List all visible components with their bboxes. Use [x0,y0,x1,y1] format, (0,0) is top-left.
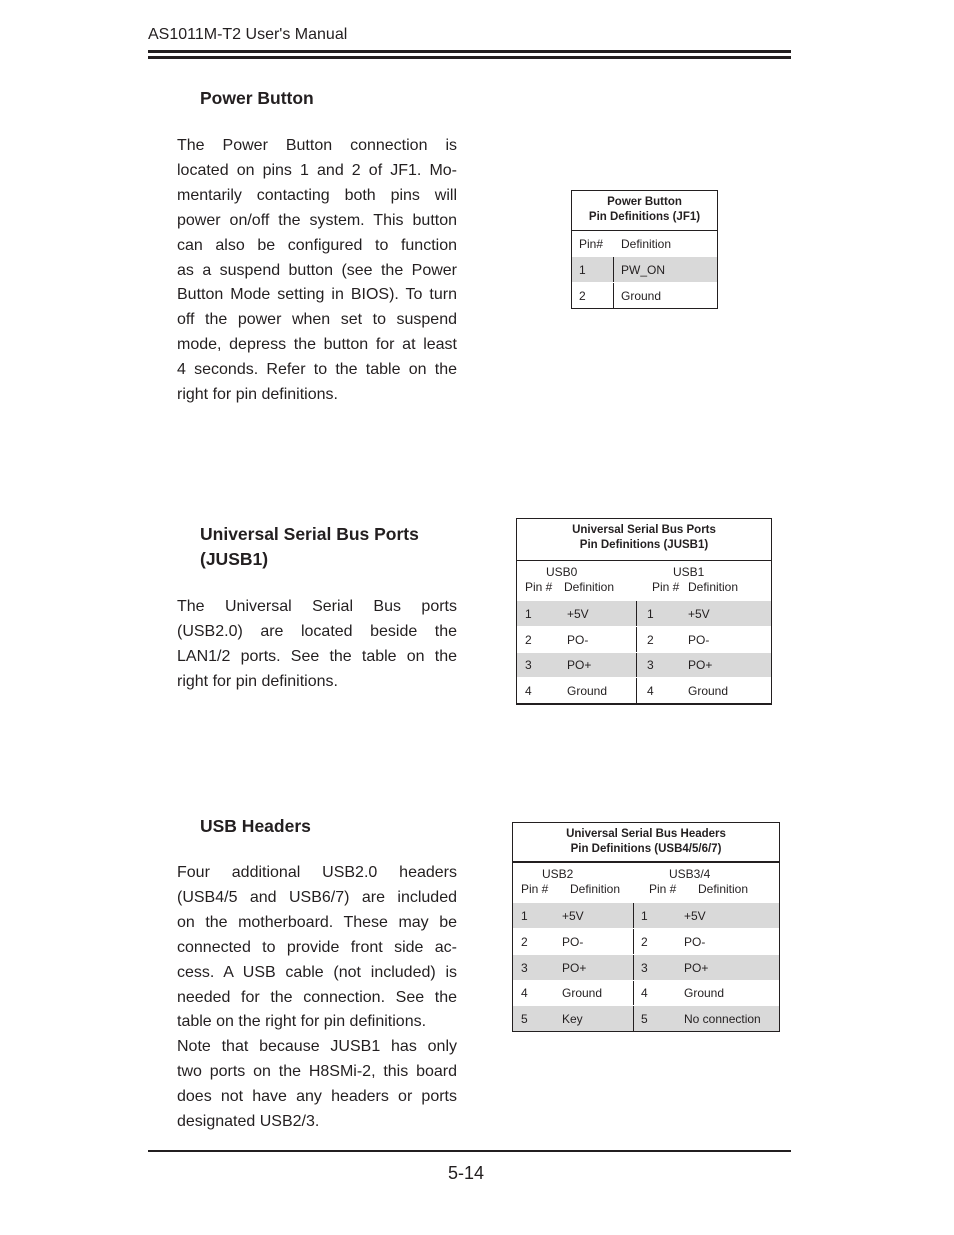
table-row [513,929,779,955]
usb-headers-pin-table [512,822,780,1032]
table-title [572,191,717,231]
text-line: mode, depress the button for at least [177,336,457,354]
header-rule [148,50,791,53]
text-line: off the power when set to suspend [177,311,457,329]
column-divider [636,601,637,626]
column-divider [633,903,634,928]
text-line: 4 seconds. Refer to the table on the [177,361,457,379]
pin-definition: PO- [567,632,589,647]
pin-number: 4 [641,986,648,1000]
pin-definition: PO- [684,934,706,949]
column-header-pin: Pin # [525,580,553,594]
table-row [572,257,717,283]
pin-number: 1 [579,262,586,277]
column-divider [633,955,634,980]
group-label-right: USB3/4 [669,867,711,881]
table-row [517,627,771,653]
text-line: The Power Button connection is [177,137,457,154]
table-row [513,1006,779,1031]
section-heading-usb-ports [200,522,419,572]
table-title-line: Universal Serial Bus Headers [566,828,726,840]
column-divider [633,981,634,1005]
pin-number: 1 [641,908,648,923]
table-title-line: Pin Definitions (USB4/5/6/7) [570,843,722,855]
column-divider [636,627,637,652]
column-divider [633,929,634,954]
group-label-right: USB1 [673,565,705,579]
manual-title: AS1011M-T2 User's Manual [148,26,348,43]
pin-number: 2 [647,632,654,647]
pin-number: 5 [641,1011,648,1026]
group-label-left: USB2 [542,867,574,881]
pin-definition: PW_ON [621,262,666,277]
usb-headers-description [177,861,457,1135]
pin-definition: No connection [684,1011,761,1026]
text-line: Note that because JUSB1 has only [177,1038,457,1056]
table-header-row [513,863,779,903]
column-header-definition: Definition [570,882,621,896]
text-line: mentarily contacting both pins will [177,186,457,204]
pin-number: 4 [521,986,528,1000]
column-header-definition: Definition [698,882,749,896]
heading-line: (JUSB1) [200,549,269,569]
table-row [513,903,779,929]
section-heading-power-button: Power Button [200,88,314,108]
group-label-left: USB0 [546,565,578,579]
table-row [513,981,779,1006]
text-line: designated USB2/3. [177,1113,320,1131]
column-header-definition: Definition [564,580,615,594]
pin-definition: PO- [688,632,710,647]
pin-definition: Ground [567,683,608,698]
pin-number: 2 [521,934,528,949]
pin-definition: PO+ [562,960,587,975]
table-row [572,283,717,308]
column-header-pin: Pin # [649,882,677,896]
pin-number: 2 [525,632,532,647]
pin-number: 1 [521,908,528,923]
column-divider [613,257,614,282]
pin-definition: +5V [688,606,710,621]
power-button-description [177,134,457,408]
text-line: (USB4/5 and USB6/7) are included [177,888,457,906]
pin-definition: Ground [562,986,603,1000]
text-line: needed for the connection. See the [177,988,457,1006]
table-row [517,653,771,678]
table-title-line: Pin Definitions (JUSB1) [579,539,709,551]
pin-definition: Ground [621,288,662,303]
pin-number: 4 [525,683,532,698]
pin-definition: +5V [567,606,589,621]
usb-ports-description [177,595,457,695]
pin-number: 3 [521,960,528,975]
column-header-definition: Definition [621,237,672,251]
page-number: 5-14 [448,1163,485,1183]
table-row [517,601,771,627]
table-title-line: Universal Serial Bus Ports [572,524,716,536]
pin-number: 2 [579,288,586,303]
text-line: as a suspend button (see the Power [177,261,457,279]
text-line: on the motherboard. These may be [177,913,457,931]
text-line: Button Mode setting in BIOS). To turn [177,286,457,304]
pin-definition: PO+ [684,960,709,975]
text-line: power on/off the system. This button [177,211,457,229]
table-header-row [517,561,771,601]
header-rule-secondary [148,56,791,59]
pin-number: 3 [641,960,648,975]
column-header-pin: Pin # [521,882,549,896]
pin-definition: Key [562,1011,583,1026]
pin-number: 3 [647,658,654,672]
text-line: (USB2.0) are located beside the [177,622,457,640]
text-line: Four additional USB2.0 headers [177,864,457,881]
text-line: located on pins 1 and 2 of JF1. Mo- [177,161,457,179]
pin-definition: PO+ [688,658,713,672]
text-line: connected to provide front side ac- [177,938,457,956]
text-line: can also be configured to function [177,236,457,254]
table-title-line: Pin Definitions (JF1) [588,211,701,223]
table-title-line: Power Button [607,196,682,208]
pin-definition: Ground [684,986,725,1000]
table-title [517,519,771,561]
column-divider [633,1006,634,1031]
pin-number: 2 [641,934,648,949]
pin-definition: PO+ [567,658,592,672]
table-row [517,678,771,703]
text-line: cess. A USB cable (not included) is [177,963,457,981]
pin-number: 1 [525,606,532,621]
pin-number: 4 [647,683,654,698]
table-header-row [572,231,717,257]
text-line: right for pin definitions. [177,672,338,690]
pin-definition: +5V [684,908,706,923]
heading-line: Universal Serial Bus Ports [200,524,419,544]
pin-definition: PO- [562,934,584,949]
table-row [513,955,779,981]
pin-definition: +5V [562,908,584,923]
column-divider [613,283,614,308]
column-header-definition: Definition [688,580,739,594]
section-heading-usb-headers: USB Headers [200,816,311,836]
column-divider [636,678,637,703]
text-line: table on the right for pin definitions. [177,1013,427,1031]
text-line: The Universal Serial Bus ports [177,598,457,615]
pin-number: 3 [525,658,532,672]
pin-number: 1 [647,606,654,621]
footer-rule [148,1150,791,1152]
usb-ports-pin-table [516,518,772,705]
power-button-pin-table [571,190,718,309]
text-line: does not have any headers or ports [177,1088,457,1106]
text-line: right for pin definitions. [177,386,338,404]
pin-definition: Ground [688,683,729,698]
text-line: LAN1/2 ports. See the table on the [177,647,457,665]
text-line: two ports on the H8SMi-2, this board [177,1063,457,1081]
table-title [513,823,779,863]
column-divider [636,653,637,677]
pin-number: 5 [521,1011,528,1026]
column-header-pin: Pin# [579,237,604,251]
column-header-pin: Pin # [652,580,680,594]
